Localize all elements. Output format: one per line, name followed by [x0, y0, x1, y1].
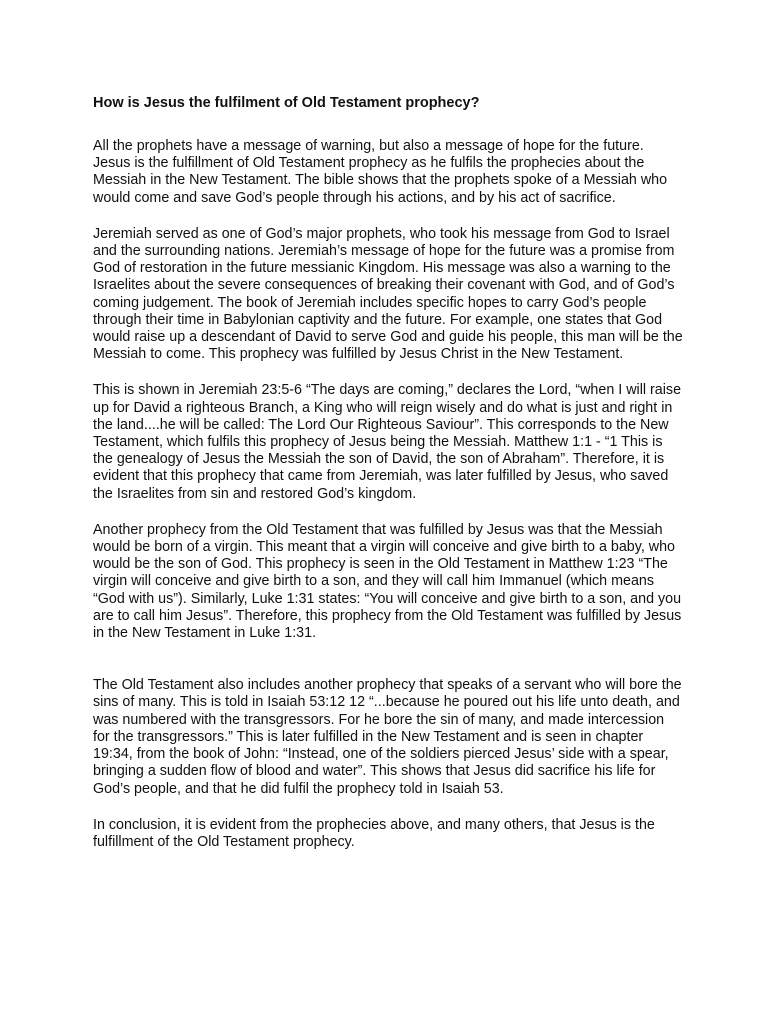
paragraph-conclusion: In conclusion, it is evident from the prophecies above, and many others, that Jesus is the fulfillment of the Old Testament prophecy.	[93, 816, 655, 850]
document-page	[93, 93, 683, 870]
paragraph-virgin-birth: Another prophecy from the Old Testament that was fulfilled by Jesus was that the Messiah would be born of a virgin. This meant that a virgin will conceive and give birth to a baby, who would be the son of God. This prophecy is seen in the Old Testament in Matthew 1:23 “The virgin will conceive and give birth to a son, and they will call him Immanuel (which means “God with us”). Similarly, Luke 1:31 states: “You will conceive and give birth to a son, and you are to call him Jesus”. Therefore, this prophecy from the Old Testament was fulfilled by Jesus in the New Testament in Luke 1:31.	[93, 521, 682, 642]
document-title: How is Jesus the fulfilment of Old Testament prophecy?	[93, 95, 480, 111]
paragraph-jeremiah-23: This is shown in Jeremiah 23:5-6 “The days are coming,” declares the Lord, “when I will raise up for David a righteous Branch, a King who will reign wisely and do what is just and right in the land....he will be called: The Lord Our Righteous Saviour”. This corresponds to the New Testament, which fulfils this prophecy of Jesus being the Messiah. Matthew 1:1 - “1 This is the genealogy of Jesus the Messiah the son of David, the son of Abraham”. Therefore, it is evident that this prophecy that came from Jeremiah, was later fulfilled by Jesus, who saved the Israelites from sin and restored God’s kingdom.	[93, 382, 682, 502]
paragraph-intro: All the prophets have a message of warning, but also a message of hope for the future. Jesus is the fulfillment of Old Testament prophecy as he fulfils the prophecies about the Messiah in the New Testament. The bible shows that the prophets spoke of a Messiah who would come and save God’s people through his actions, and by his act of sacrifice.	[93, 138, 668, 206]
paragraph-jeremiah: Jeremiah served as one of God’s major prophets, who took his message from God to Israel and the surrounding nations. Jeremiah’s message of hope for the future was a promise from God of restoration in the future messianic Kingdom. His message was also a warning to the Israelites about the severe consequences of breaking their covenant with God, and of God’s coming judgement. The book of Jeremiah includes specific hopes to carry God’s people through their time in Babylonian captivity and the future. For example, one states that God would raise up a descendant of David to serve God and guide his people, this man will be the Messiah to come. This prophecy was fulfilled by Jesus Christ in the New Testament.	[93, 225, 683, 363]
paragraph-isaiah-53: The Old Testament also includes another prophecy that speaks of a servant who will bore the sins of many. This is told in Isaiah 53:12 12 “...because he poured out his life unto death, and was numbered with the transgressors. For he bore the sin of many, and made intercession for the transgressors.” This is later fulfilled in the New Testament and is seen in chapter 19:34, from the book of John: “Instead, one of the soldiers pierced Jesus’ side with a spear, bringing a sudden flow of blood and water”. This shows that Jesus did sacrifice his life for God’s people, and that he did fulfil the prophecy told in Isaiah 53.	[93, 677, 682, 797]
